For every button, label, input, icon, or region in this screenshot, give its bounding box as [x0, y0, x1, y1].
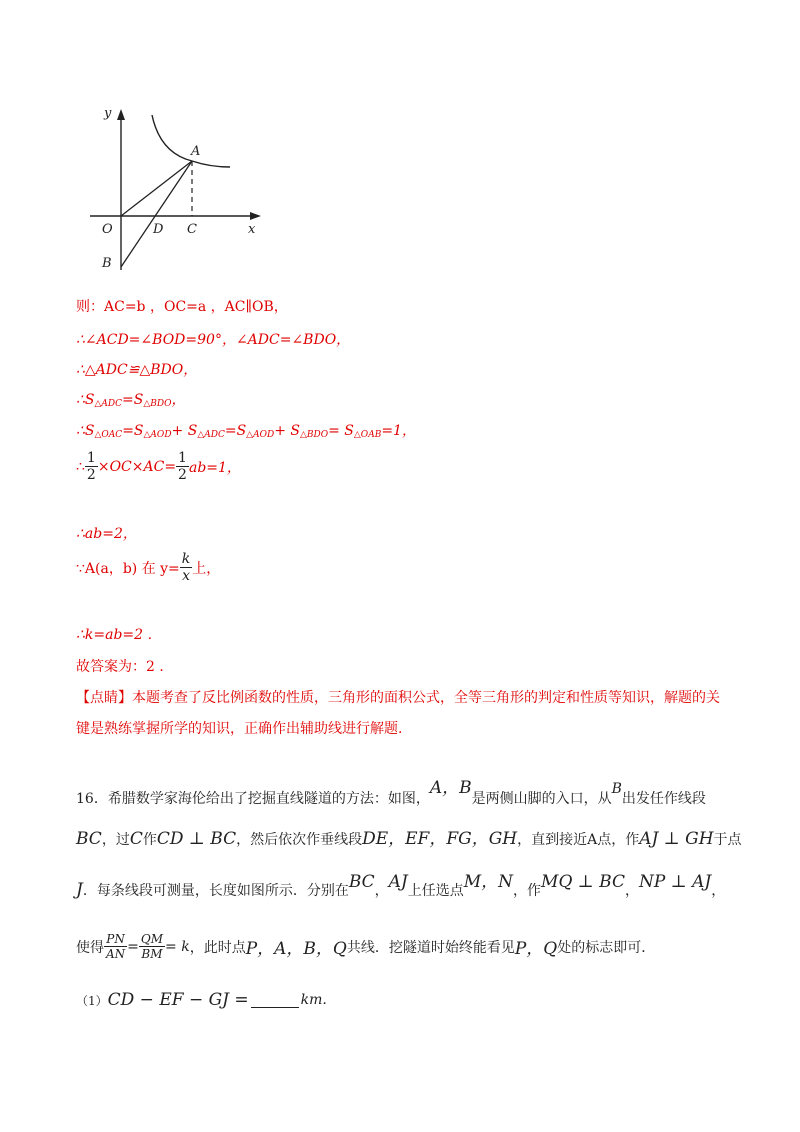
solution-line-2: ∴∠ACD=∠BOD=90°，∠ADC=∠BDO， [76, 332, 351, 348]
solution-line-1: 则：AC=b ，OC=a ，AC∥OB， [76, 299, 288, 315]
solution-line-9: ∴k=ab=2 ． [76, 627, 162, 643]
solution-line-4: $\therefore S_{\triangle ADC}=S_{\triangle BDO}$， [76, 392, 186, 409]
segment-OA [121, 161, 192, 216]
solution-line-5: $\therefore S_{\triangle OAC}=S_{\triangle AOD}+ S_{\triangle ADC}=S_{\triangle AOD}+ S_{\triangle BDO}= S_{\triangle OAB}=1$， [76, 423, 416, 440]
label-x: x [248, 222, 256, 237]
solution-line-7: ∴ab=2， [76, 526, 137, 542]
fraction-half-2: $\frac{1}{2}$ [178, 450, 187, 483]
label-B: B [102, 256, 112, 271]
problem-line-3: J．每条线段可测量，长度如图所示．分别在BC，AJ上任选点M，N，作MQ ⊥ BC，NP ⊥ AJ， [76, 872, 726, 900]
problem-line-4: 使得 $\frac{PN}{AN}$ = $\frac{QM}{BM}$ = k ，此时点 P，A，B，Q 共线．挖隧道时始终能看见 P，Q 处的标志即可． [76, 932, 656, 961]
label-y: y [104, 106, 112, 121]
answer-blank[interactable] [251, 993, 299, 1008]
solution-line-3: ∴△ADC≌△BDO， [76, 362, 198, 378]
comment-line-1: 【点睛】本题考查了反比例函数的性质，三角形的面积公式，全等三角形的判定和性质等知识，解题的关 [76, 690, 720, 706]
fraction-k-over-x: $\frac{k}{x}$ [181, 551, 191, 584]
solution-line-8: ∵A(a，b) 在 y= $\frac{k}{x}$ 上， [76, 551, 221, 584]
label-C: C [187, 222, 197, 237]
comment-line-2: 键是熟练掌握所学的知识，正确作出辅助线进行解题. [76, 721, 403, 737]
problem-line-2: BC，过C作CD ⊥ BC，然后依次作垂线段DE，EF，FG，GH，直到接近A点，作AJ ⊥ GH于点 [76, 829, 742, 849]
question-1: （1） CD − EF − GJ = km. [76, 990, 327, 1010]
segment-BA [121, 161, 192, 267]
problem-line-1: 16．希腊数学家海伦给出了挖掘直线隧道的方法：如图，A，B是两侧山脚的入口，从B出发任作线段 [76, 778, 706, 807]
fraction-PN-AN: $\frac{PN}{AN}$ [106, 932, 126, 961]
fraction-QM-BM: $\frac{QM}{BM}$ [140, 932, 164, 961]
hyperbola-curve [152, 115, 230, 167]
label-A: A [191, 144, 201, 159]
coordinate-figure [80, 95, 270, 275]
answer-line: 故答案为：2 ． [76, 659, 174, 675]
x-axis-arrow [250, 212, 261, 220]
label-O: O [102, 222, 113, 237]
y-axis-arrow [117, 109, 125, 120]
solution-line-6: ∴ $\frac{1}{2}$ ×OC×AC= $\frac{1}{2}$ ab=1， [76, 450, 241, 483]
fraction-half-1: $\frac{1}{2}$ [86, 450, 96, 483]
label-D: D [153, 222, 164, 237]
